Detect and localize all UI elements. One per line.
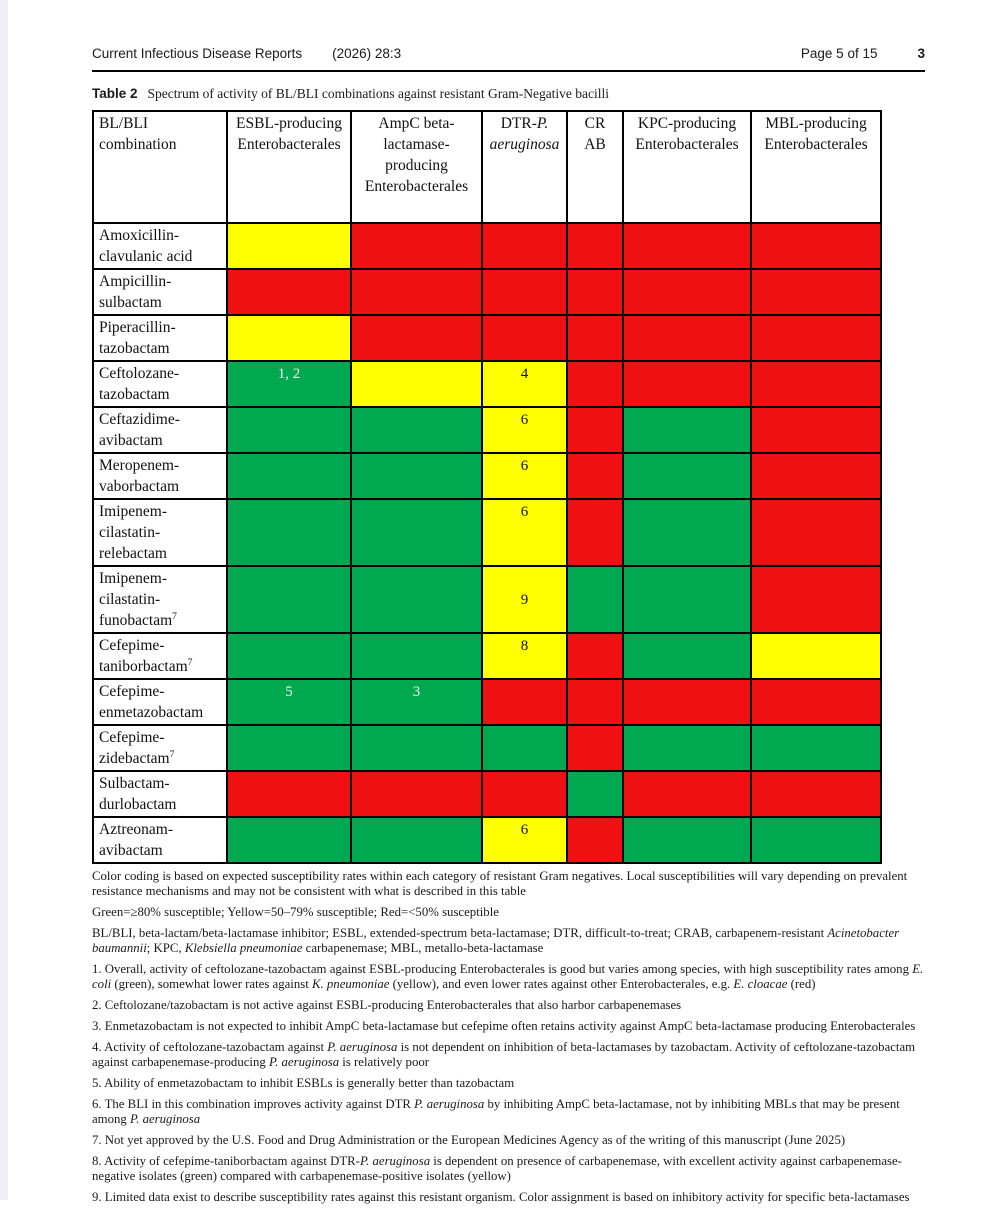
matrix-cell [567, 361, 623, 407]
matrix-cell [351, 315, 482, 361]
matrix-cell [623, 499, 751, 566]
matrix-cell [227, 817, 351, 863]
table-row [93, 361, 881, 407]
matrix-cell [567, 269, 623, 315]
footnote: 7. Not yet approved by the U.S. Food and Drug Administration or the European Medicines Agency as of the writing of this manuscript (June 2025) [92, 1133, 846, 1147]
row-label: Piperacillin-tazobactam [93, 315, 227, 361]
matrix-cell: 4 [482, 361, 567, 407]
column-header: KPC-producing Enterobacterales [623, 111, 751, 223]
matrix-cell [623, 817, 751, 863]
footnote: 1. Overall, activity of ceftolozane-tazobactam against ESBL-producing Enterobacterales is good but varies among species, with high susceptibility rates among E. coli (green), somewhat lower rates against K. pneumoniae (yellow), and even lower rates against other Enterobacterales, e.g. E. cloacae (red) [92, 962, 924, 991]
matrix-cell [351, 725, 482, 771]
row-label: Meropenem-vaborbactam [93, 453, 227, 499]
journal-page [92, 0, 925, 1211]
row-label: Cefepime-zidebactam$^7$ [93, 725, 227, 771]
matrix-cell [751, 817, 881, 863]
matrix-cell [567, 499, 623, 566]
matrix-cell [482, 725, 567, 771]
row-label: Imipenem-cilastatin-funobactam$^7$ [93, 566, 227, 633]
table-row [93, 633, 881, 679]
matrix-cell [623, 771, 751, 817]
matrix-cell [567, 771, 623, 817]
row-label: Aztreonam-avibactam [93, 817, 227, 863]
issue-info: (2026) 28:3 [332, 46, 402, 61]
matrix-cell [567, 679, 623, 725]
page-edge-strip [0, 0, 8, 1200]
matrix-cell [623, 223, 751, 269]
matrix-cell [623, 453, 751, 499]
matrix-cell [351, 407, 482, 453]
table-row [93, 407, 881, 453]
footnote: 6. The BLI in this combination improves activity against DTR P. aeruginosa by inhibiting AmpC beta-lactamase, not by inhibiting MBLs that may be present among P. aeruginosa [92, 1097, 900, 1126]
matrix-cell [751, 453, 881, 499]
table-row [93, 453, 881, 499]
row-label: Imipenem-cilastatin-relebactam [93, 499, 227, 566]
matrix-cell [623, 407, 751, 453]
matrix-cell [482, 771, 567, 817]
matrix-cell [751, 725, 881, 771]
matrix-cell [567, 453, 623, 499]
footnote: 5. Ability of enmetazobactam to inhibit ESBLs is generally better than tazobactam [92, 1076, 515, 1090]
matrix-cell [227, 633, 351, 679]
matrix-cell [227, 771, 351, 817]
matrix-cell [351, 223, 482, 269]
matrix-cell [482, 269, 567, 315]
matrix-cell [751, 269, 881, 315]
column-header: ESBL-producing Enterobacterales [227, 111, 351, 223]
column-header: DTR-P. aeruginosa [482, 111, 567, 223]
footnote: 8. Activity of cefepime-taniborbactam against DTR-P. aeruginosa is dependent on presence of carbapenemase, with excellent activity against carbapenemase-negative isolates (green) compared with carbapenemase-positive isolates (yellow) [92, 1154, 902, 1183]
matrix-cell [567, 407, 623, 453]
matrix-cell [351, 566, 482, 633]
matrix-cell [751, 407, 881, 453]
matrix-cell [482, 315, 567, 361]
matrix-cell [351, 633, 482, 679]
matrix-cell: 6 [482, 407, 567, 453]
footnote: 9. Limited data exist to describe susceptibility rates against this resistant organism. Color assignment is based on inhibitory activity for specific beta-lactamases [92, 1190, 910, 1204]
footnote: Color coding is based on expected susceptibility rates within each category of resistant Gram negatives. Local susceptibilities will vary depending on prevalent resistance mechanisms and may not be consistent with what is described in this table [92, 869, 908, 898]
footnote: 3. Enmetazobactam is not expected to inhibit AmpC beta-lactamase but cefepime often retains activity against AmpC beta-lactamase producing Enterobacterales [92, 1019, 916, 1033]
table-body [93, 223, 881, 863]
matrix-cell [351, 453, 482, 499]
matrix-cell: 1, 2 [227, 361, 351, 407]
running-head [92, 46, 925, 61]
matrix-cell [227, 566, 351, 633]
matrix-cell [351, 499, 482, 566]
matrix-cell [623, 566, 751, 633]
table-row [93, 817, 881, 863]
caption-text: Spectrum of activity of BL/BLI combinations against resistant Gram-Negative bacilli [147, 86, 610, 101]
row-label: Sulbactam-durlobactam [93, 771, 227, 817]
matrix-cell [751, 361, 881, 407]
table-row [93, 771, 881, 817]
matrix-cell [227, 315, 351, 361]
matrix-cell [227, 269, 351, 315]
matrix-cell [751, 566, 881, 633]
row-label: Cefepime-enmetazobactam [93, 679, 227, 725]
footnote: 4. Activity of ceftolozane-tazobactam against P. aeruginosa is not dependent on inhibition of beta-lactamases by tazobactam. Activity of ceftolozane-tazobactam against carbapenemase-producing P. aeruginosa is relatively poor [92, 1040, 916, 1069]
row-label: Ceftolozane-tazobactam [93, 361, 227, 407]
header-rule [92, 70, 925, 72]
table-row [93, 315, 881, 361]
caption-label: Table 2 [92, 86, 138, 101]
page-info: Page 5 of 15 [800, 46, 878, 61]
matrix-cell [623, 269, 751, 315]
row-label: Amoxicillin-clavulanic acid [93, 223, 227, 269]
matrix-cell [567, 817, 623, 863]
matrix-cell [227, 223, 351, 269]
column-header: BL/BLI combination [93, 111, 227, 223]
matrix-cell [623, 725, 751, 771]
table-row [93, 269, 881, 315]
column-header: AmpC beta-lactamase-producing Enterobacterales [351, 111, 482, 223]
matrix-cell [227, 725, 351, 771]
matrix-cell [482, 223, 567, 269]
table-row [93, 679, 881, 725]
matrix-cell [623, 633, 751, 679]
table-caption [92, 86, 925, 102]
matrix-cell: 5 [227, 679, 351, 725]
matrix-cell [227, 453, 351, 499]
matrix-cell [351, 771, 482, 817]
matrix-cell [751, 679, 881, 725]
matrix-cell [227, 499, 351, 566]
footnote: 2. Ceftolozane/tazobactam is not active against ESBL-producing Enterobacterales that also harbor carbapenemases [92, 998, 682, 1012]
matrix-cell [351, 361, 482, 407]
row-label: Cefepime-taniborbactam$^7$ [93, 633, 227, 679]
footnotes [92, 869, 925, 1205]
table-row [93, 223, 881, 269]
matrix-cell: 3 [351, 679, 482, 725]
table-head [93, 111, 881, 223]
matrix-cell [351, 269, 482, 315]
matrix-cell [623, 361, 751, 407]
matrix-cell [751, 499, 881, 566]
matrix-cell [567, 315, 623, 361]
row-label: Ampicillin-sulbactam [93, 269, 227, 315]
matrix-cell [623, 679, 751, 725]
matrix-cell [751, 633, 881, 679]
matrix-cell: 9 [482, 566, 567, 633]
matrix-cell: 6 [482, 817, 567, 863]
table-row [93, 566, 881, 633]
column-header: CR AB [567, 111, 623, 223]
page-number: 3 [917, 46, 925, 61]
matrix-cell: 8 [482, 633, 567, 679]
matrix-cell [567, 725, 623, 771]
matrix-cell [751, 223, 881, 269]
footnote: BL/BLI, beta-lactam/beta-lactamase inhibitor; ESBL, extended-spectrum beta-lactamase; DTR, difficult-to-treat; CRAB, carbapenem-resistant Acinetobacter baumannii; KPC, Klebsiella pneumoniae carbapenemase; MBL, metallo-beta-lactamase [92, 926, 900, 955]
matrix-cell: 6 [482, 499, 567, 566]
footnote: Green=≥80% susceptible; Yellow=50–79% susceptible; Red=<50% susceptible [92, 905, 499, 919]
matrix-cell [482, 679, 567, 725]
matrix-cell [567, 566, 623, 633]
column-header: MBL-producing Enterobacterales [751, 111, 881, 223]
matrix-cell [567, 223, 623, 269]
matrix-cell [351, 817, 482, 863]
matrix-cell [567, 633, 623, 679]
table-row [93, 725, 881, 771]
matrix-cell [751, 771, 881, 817]
journal-title: Current Infectious Disease Reports [92, 46, 303, 61]
table-row [93, 499, 881, 566]
row-label: Ceftazidime-avibactam [93, 407, 227, 453]
matrix-cell [751, 315, 881, 361]
matrix-cell [227, 407, 351, 453]
susceptibility-table [92, 110, 882, 864]
matrix-cell: 6 [482, 453, 567, 499]
matrix-cell [623, 315, 751, 361]
